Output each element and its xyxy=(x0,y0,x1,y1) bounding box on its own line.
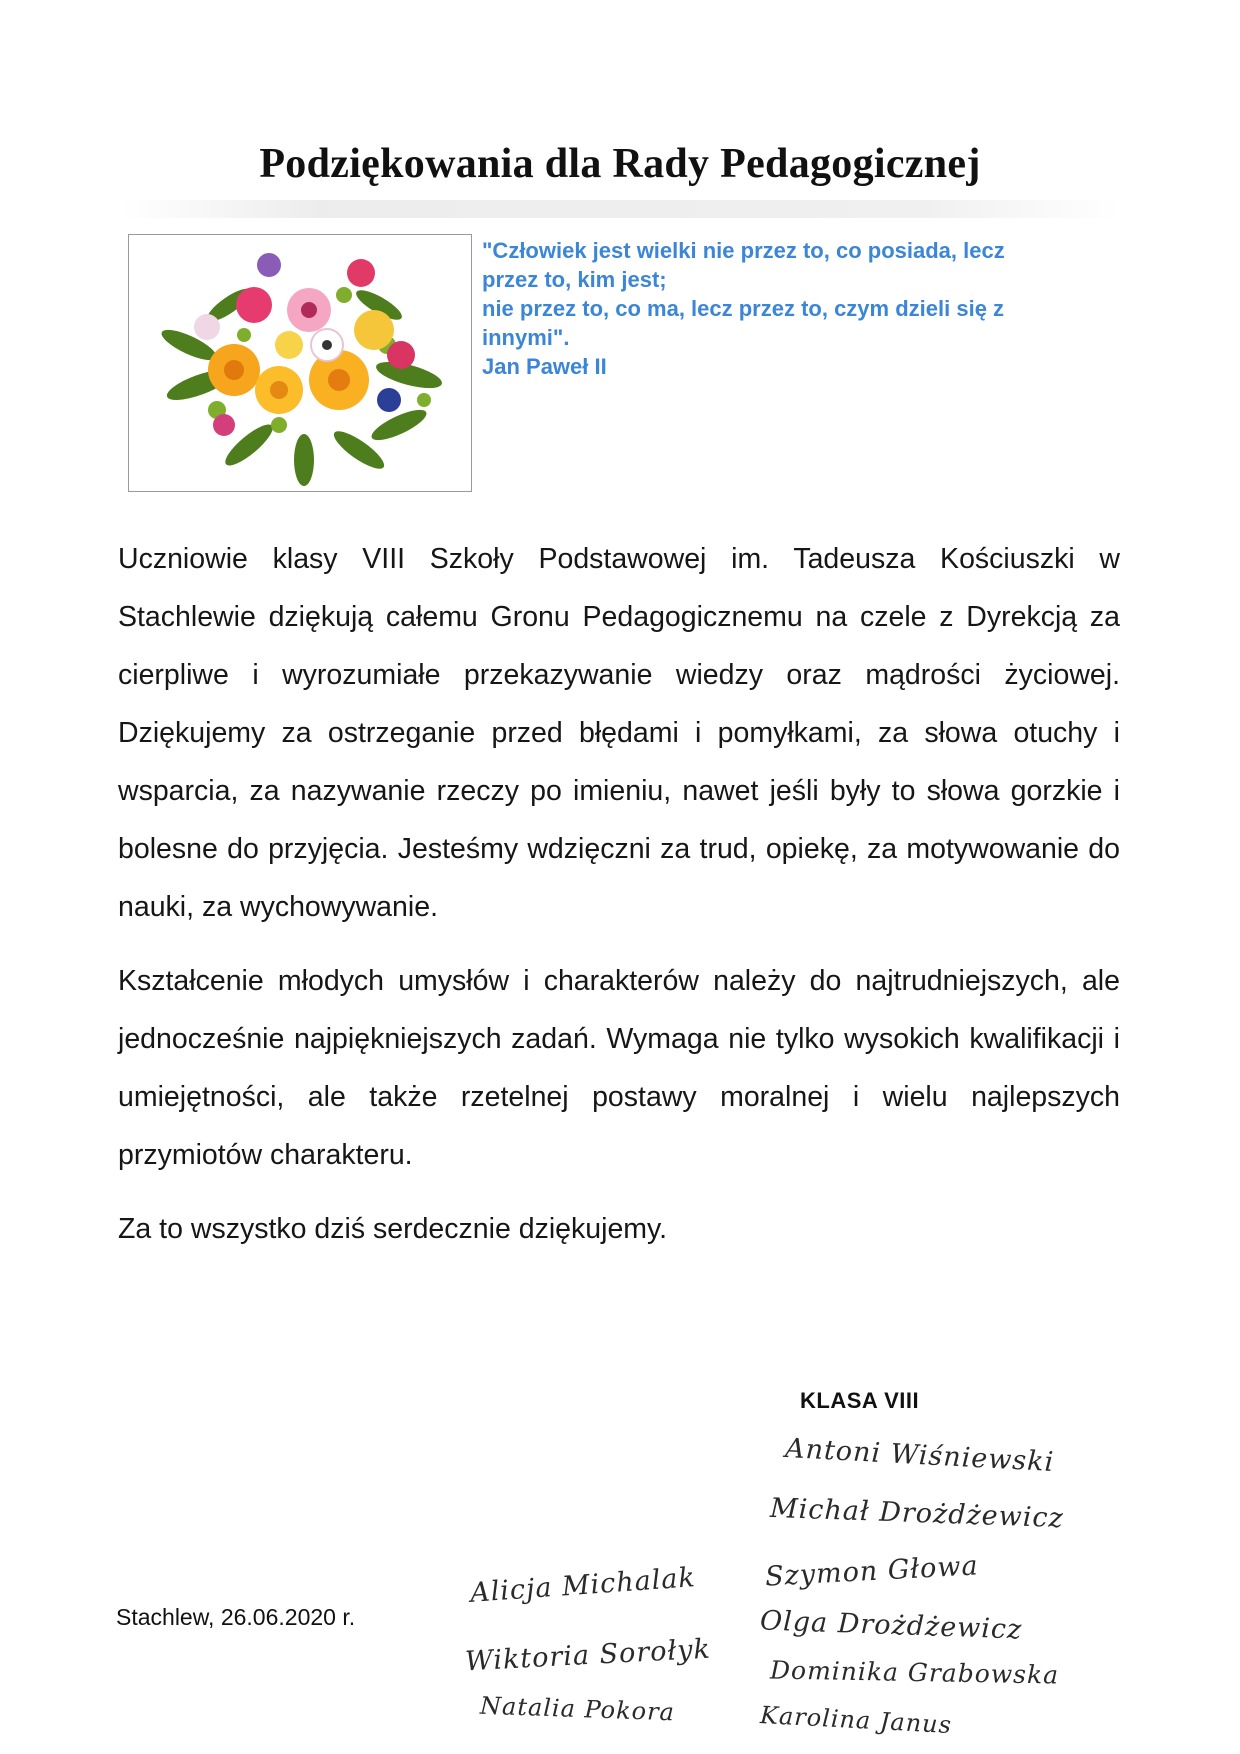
quote-line: nie przez to, co ma, lecz przez to, czym dzieli się z xyxy=(482,296,1005,321)
signature: Michał Drożdżewicz xyxy=(769,1492,1065,1535)
quote-line: innymi". xyxy=(482,325,570,350)
paragraph: Uczniowie klasy VIII Szkoły Podstawowej im. Tadeusza Kościuszki w Stachlewie dziękują całemu Gronu Pedagogicznemu na czele z Dyrekcją za cierpliwe i wyrozumiałe przekazywanie wiedzy oraz mądrości życiowej. Dziękujemy za ostrzeganie przed błędami i pomyłkami, za słowa otuchy i wsparcia, za nazywanie rzeczy po imieniu, nawet jeśli były to słowa gorzkie i bolesne do przyjęcia. Jesteśmy wdzięczni za trud, opiekę, za motywowanie do nauki, za wychowywanie. xyxy=(118,543,1120,923)
class-label: KLASA VIII xyxy=(800,1388,920,1413)
signature: Olga Drożdżewicz xyxy=(759,1605,1023,1646)
signature: Alicja Michalak xyxy=(469,1562,697,1609)
scan-shadow xyxy=(120,200,1120,218)
signature: Wiktoria Sorołyk xyxy=(464,1633,712,1678)
closing-sentence: Za to wszystko dziś serdecznie dziękujemy. xyxy=(118,1213,668,1245)
signature: Antoni Wiśniewski xyxy=(784,1432,1055,1479)
signature: Szymon Głowa xyxy=(764,1550,980,1593)
signature: Karolina Janus xyxy=(759,1700,953,1740)
quote-line: przez to, kim jest; xyxy=(482,267,667,292)
signature: Dominika Grabowska xyxy=(769,1655,1060,1690)
paragraph: Kształcenie młodych umysłów i charakterów należy do najtrudniejszych, ale jednocześnie najpiękniejszych zadań. Wymaga nie tylko wysokich kwalifikacji i umiejętności, ale także rzetelnej postawy moralnej i wielu najlepszych przymiotów charakteru. xyxy=(118,965,1120,1171)
place-date: Stachlew, 26.06.2020 r. xyxy=(116,1604,356,1630)
flower-bouquet-image xyxy=(128,234,472,492)
letter-body xyxy=(118,530,1120,1258)
flower-bouquet-icon xyxy=(129,235,471,491)
quote-block xyxy=(482,236,1102,381)
quote-line: "Człowiek jest wielki nie przez to, co posiada, lecz xyxy=(482,238,1005,263)
signature: Natalia Pokora xyxy=(479,1691,676,1727)
document-title: Podziękowania dla Rady Pedagogicznej xyxy=(259,141,981,187)
quote-author: Jan Paweł II xyxy=(482,354,607,379)
